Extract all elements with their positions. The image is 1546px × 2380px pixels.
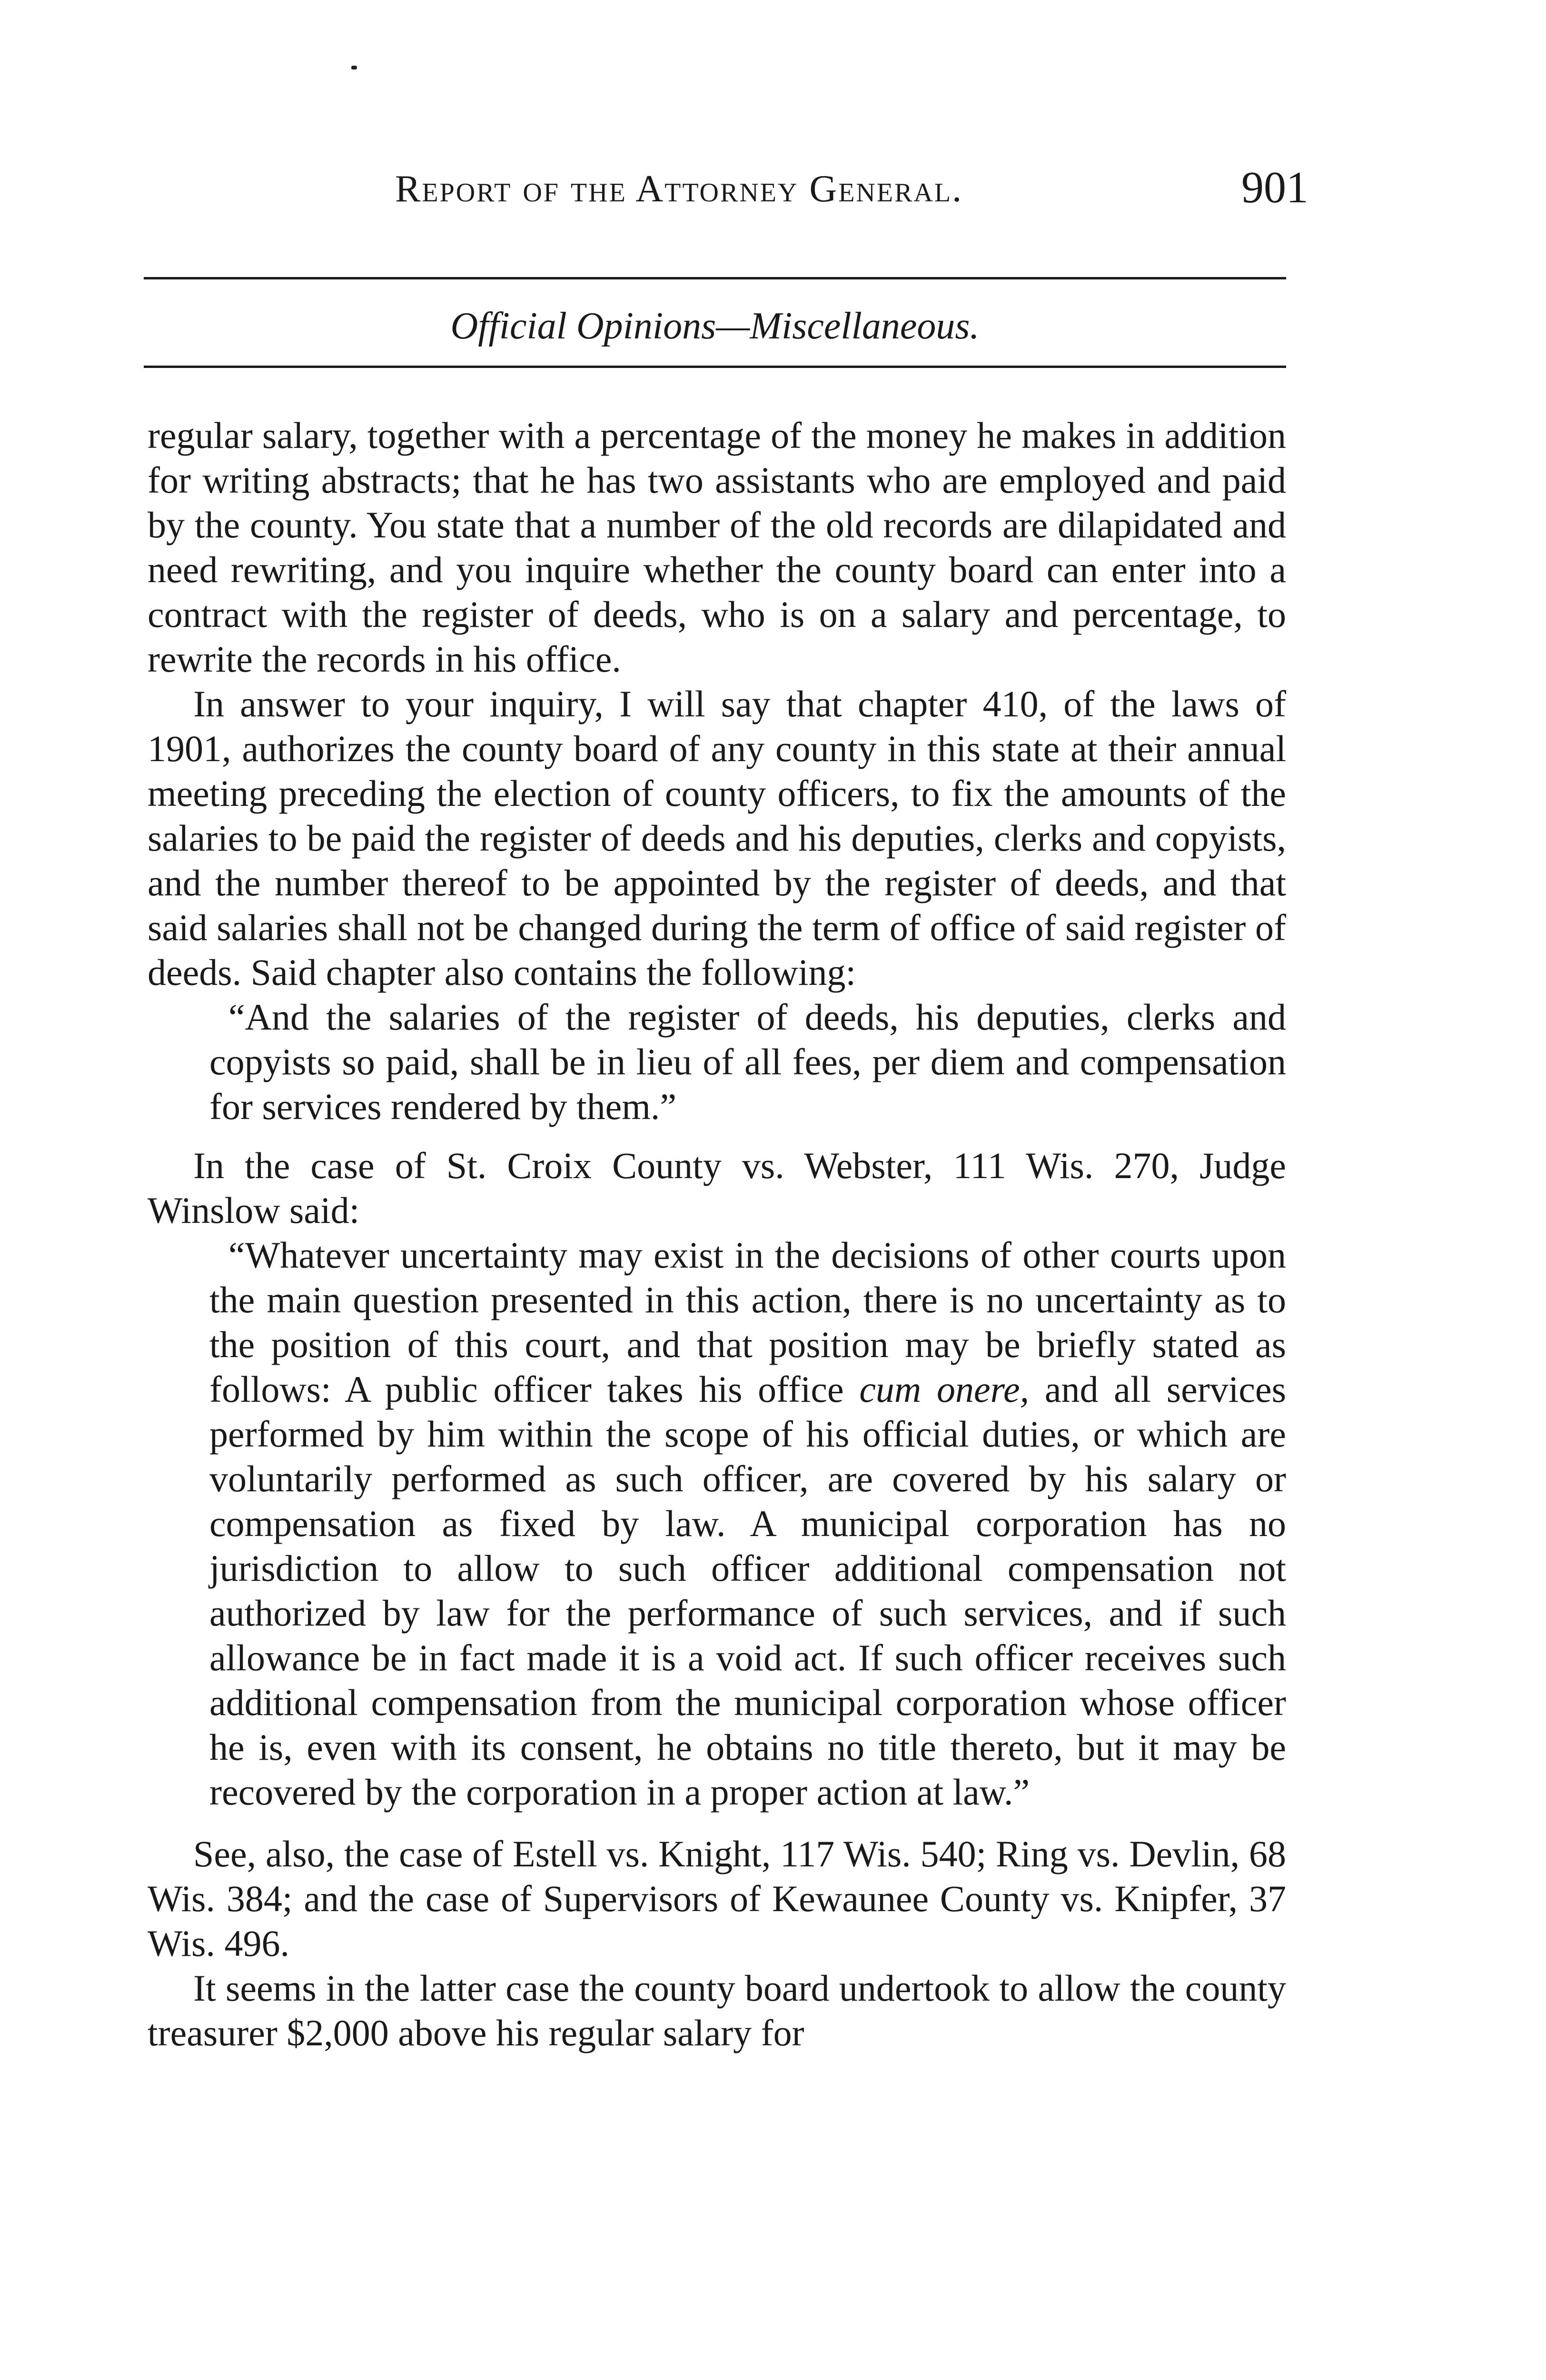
paragraph-continuation: regular salary, together with a percentage of the money he makes in addition for writing abstracts; that he has two assistants who are employed and paid by the county. You state that a number of the old records are dilapidated and need rewriting, and you inquire whether the county board can enter into a contract with the register of deeds, who is on a salary and percentage, to rewrite the records in his office.: [148, 415, 1286, 680]
header-rule-bottom: [144, 366, 1286, 368]
paragraph-latter-case: It seems in the latter case the county board undertook to allow the county treasurer $2,000 above his regular salary for: [148, 1967, 1286, 2053]
paragraph-see-also: See, also, the case of Estell vs. Knight, 117 Wis. 540; Ring vs. Devlin, 68 Wis. 384; and the case of Supervisors of Kewaunee County vs. Knipfer, 37 Wis. 496.: [148, 1833, 1286, 1964]
paragraph-case-citation: In the case of St. Croix County vs. Webster, 111 Wis. 270, Judge Winslow said:: [148, 1145, 1286, 1231]
header-rule-top: [144, 277, 1286, 279]
ink-speck: [351, 66, 357, 69]
page-number: 901: [1241, 163, 1308, 212]
statute-quote: “And the salaries of the register of deeds, his deputies, clerks and copyists so paid, shall be in lieu of all fees, per diem and compensation for services rendered by them.”: [209, 996, 1286, 1127]
judicial-quote: [209, 1233, 1286, 1815]
section-title: Official Opinions—Miscellaneous.: [450, 305, 980, 347]
running-head: Report of the Attorney General.: [395, 168, 963, 210]
judicial-quote-part-1: “Whatever uncertainty may exist in the decisions of other courts upon the main question presented in this action, there is no uncertainty as to the position of this court, and that position may be briefly stated as follows: A public officer takes his office: [209, 1234, 1286, 1410]
paragraph-answer: In answer to your inquiry, I will say that chapter 410, of the laws of 1901, authorizes the county board of any county in this state at their annual meeting preceding the election of county officers, to fix the amounts of the salaries to be paid the register of deeds and his deputies, clerks and copyists, and the number thereof to be appointed by the register of deeds, and that said salaries shall not be changed during the term of office of said register of deeds. Said chapter also contains the following:: [148, 683, 1286, 993]
body-text: [148, 413, 1286, 2055]
judicial-quote-part-2: and all services performed by him within the scope of his official duties, or which are voluntarily performed as such officer, are covered by his salary or compensation as fixed by law. A municipal corporation has no jurisdiction to allow to such officer additional compensation not authorized by law for the performance of such services, and if such allowance be in fact made it is a void act. If such officer receives such additional compensation from the municipal corporation whose officer he is, even with its consent, he obtains no title thereto, but it may be recovered by the corporation in a proper action at law.”: [209, 1368, 1287, 1813]
latin-term: cum onere,: [859, 1368, 1030, 1410]
